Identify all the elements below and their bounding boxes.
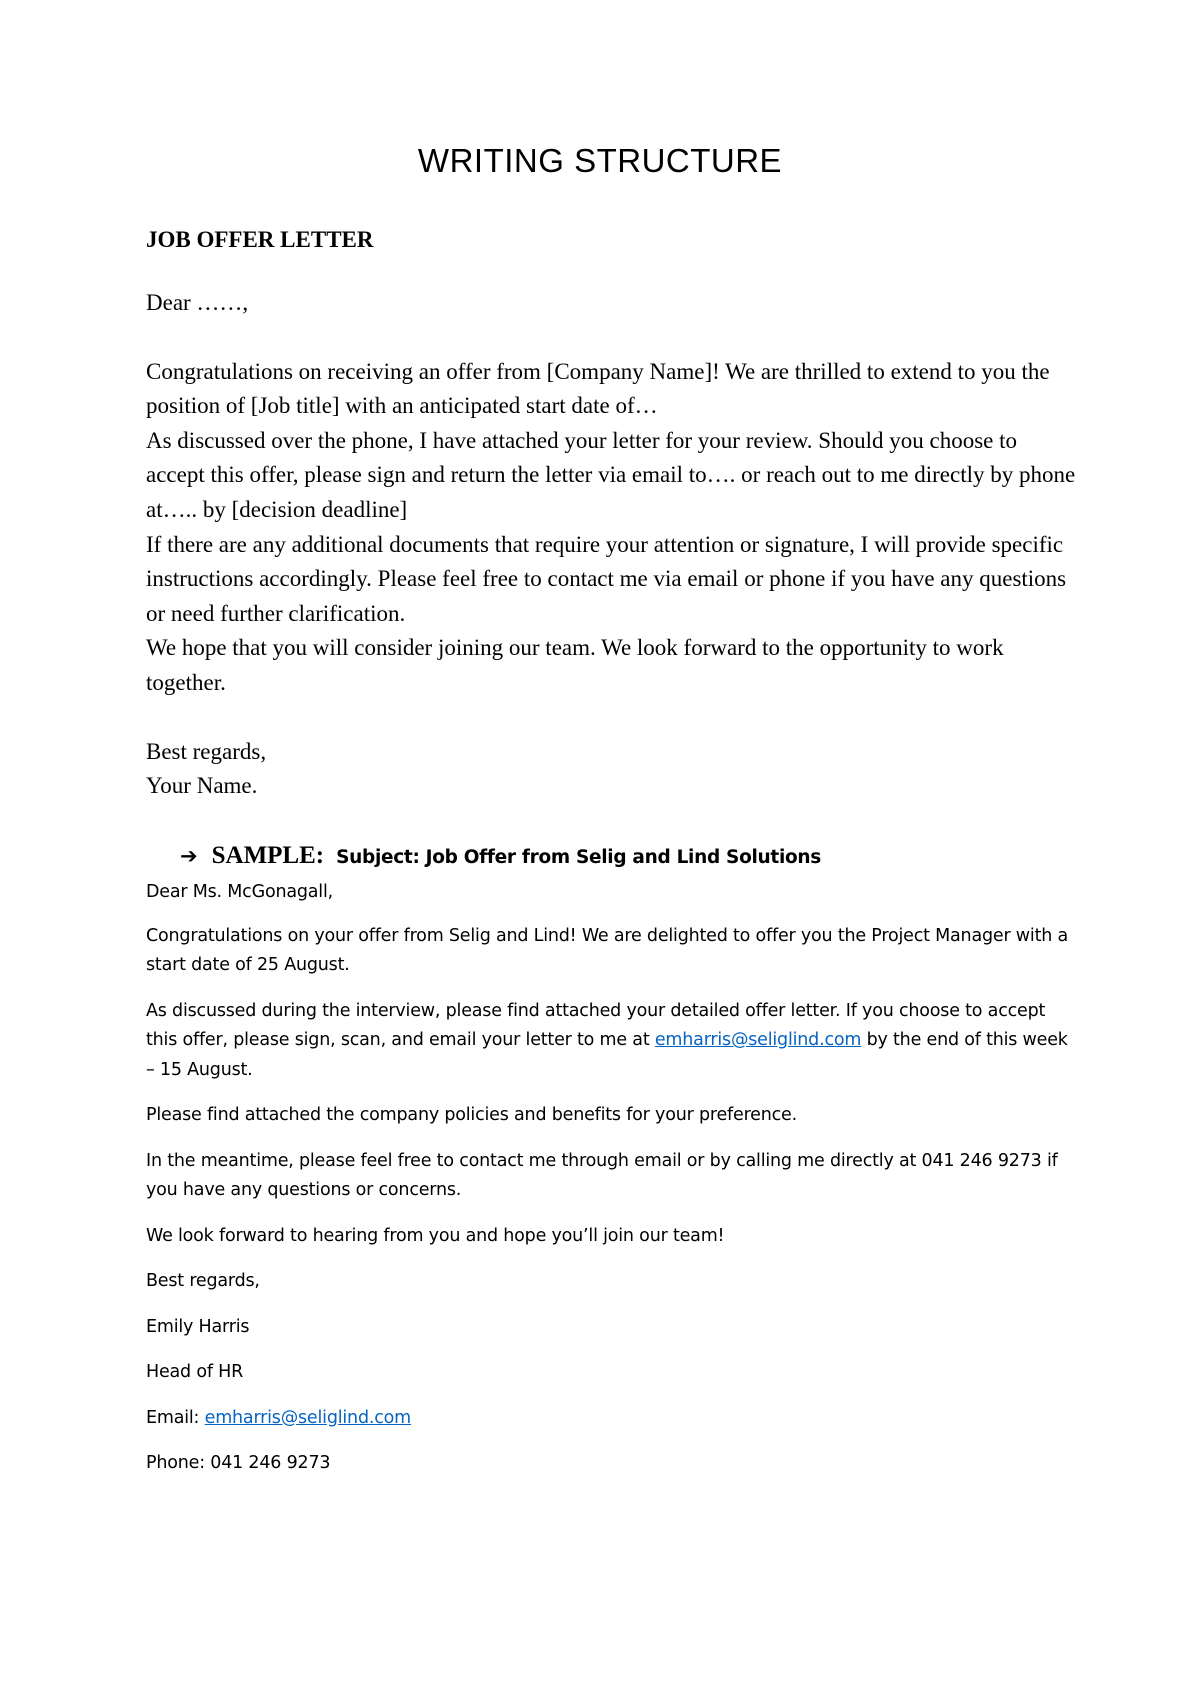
email-label: Email: bbox=[146, 1407, 205, 1428]
email-link[interactable]: emharris@seliglind.com bbox=[654, 1030, 862, 1050]
sample-label: SAMPLE: bbox=[211, 842, 325, 869]
page-title: WRITING STRUCTURE bbox=[417, 142, 783, 179]
sample-paragraph bbox=[146, 997, 1076, 1086]
sample-paragraph: Please find attached the company policies and benefits for your preference. bbox=[146, 1105, 797, 1125]
template-signature: Your Name. bbox=[146, 773, 258, 799]
sample-greeting: Dear Ms. McGonagall, bbox=[146, 882, 333, 902]
sample-closing: Best regards, bbox=[146, 1271, 260, 1291]
letter-template bbox=[146, 224, 1076, 804]
template-closing bbox=[146, 735, 1076, 804]
template-body bbox=[146, 355, 1076, 701]
sample-signer-role: Head of HR bbox=[146, 1362, 244, 1382]
sample-subject: Subject: Job Offer from Selig and Lind Solutions bbox=[336, 847, 821, 868]
sample-signer-name: Emily Harris bbox=[146, 1316, 250, 1337]
letter-heading: JOB OFFER LETTER bbox=[146, 227, 374, 252]
sample-paragraph-text: As discussed during the interview, please find attached your detailed offer letter. If you choose to accept this offer, please sign, scan, and email your letter to me at bbox=[146, 1000, 1046, 1050]
template-paragraph: Congratulations on receiving an offer from [Company Name]! We are thrilled to extend to you the position of [Job title] with an anticipated start date of… bbox=[146, 358, 1050, 419]
template-paragraph: As discussed over the phone, I have attached your letter for your review. Should you choose to accept this offer, please sign and return the letter via email to…. or reach out to me directly by phone at….. by [decision deadline] bbox=[146, 427, 1076, 522]
sample-paragraph: In the meantime, please feel free to contact me through email or by calling me directly at 041 246 9273 if you have any questions or concerns. bbox=[146, 1150, 1058, 1200]
template-paragraph: If there are any additional documents that require your attention or signature, I will provide specific instructions accordingly. Please feel free to contact me via email or phone if you have any questions or need further clarification. bbox=[146, 531, 1067, 626]
sample-header bbox=[146, 842, 1076, 870]
template-greeting: Dear ……, bbox=[146, 290, 249, 315]
signature-email-link[interactable]: emharris@seliglind.com bbox=[204, 1407, 411, 1428]
arrow-right-icon: ➔ bbox=[180, 844, 198, 868]
sample-paragraph-text: by the end of this week – 15 August. bbox=[146, 1030, 1068, 1080]
sample-email-line bbox=[146, 1404, 1076, 1434]
sample-paragraph: Congratulations on your offer from Selig and Lind! We are delighted to offer you the Project Manager with a start date of 25 August. bbox=[146, 925, 1069, 975]
template-closing-line: Best regards, bbox=[146, 738, 267, 764]
template-paragraph: We hope that you will consider joining our team. We look forward to the opportunity to work together. bbox=[146, 635, 1004, 695]
sample-phone: Phone: 041 246 9273 bbox=[146, 1453, 331, 1473]
sample-letter bbox=[146, 878, 1076, 1495]
sample-paragraph: We look forward to hearing from you and hope you’ll join our team! bbox=[146, 1225, 725, 1246]
